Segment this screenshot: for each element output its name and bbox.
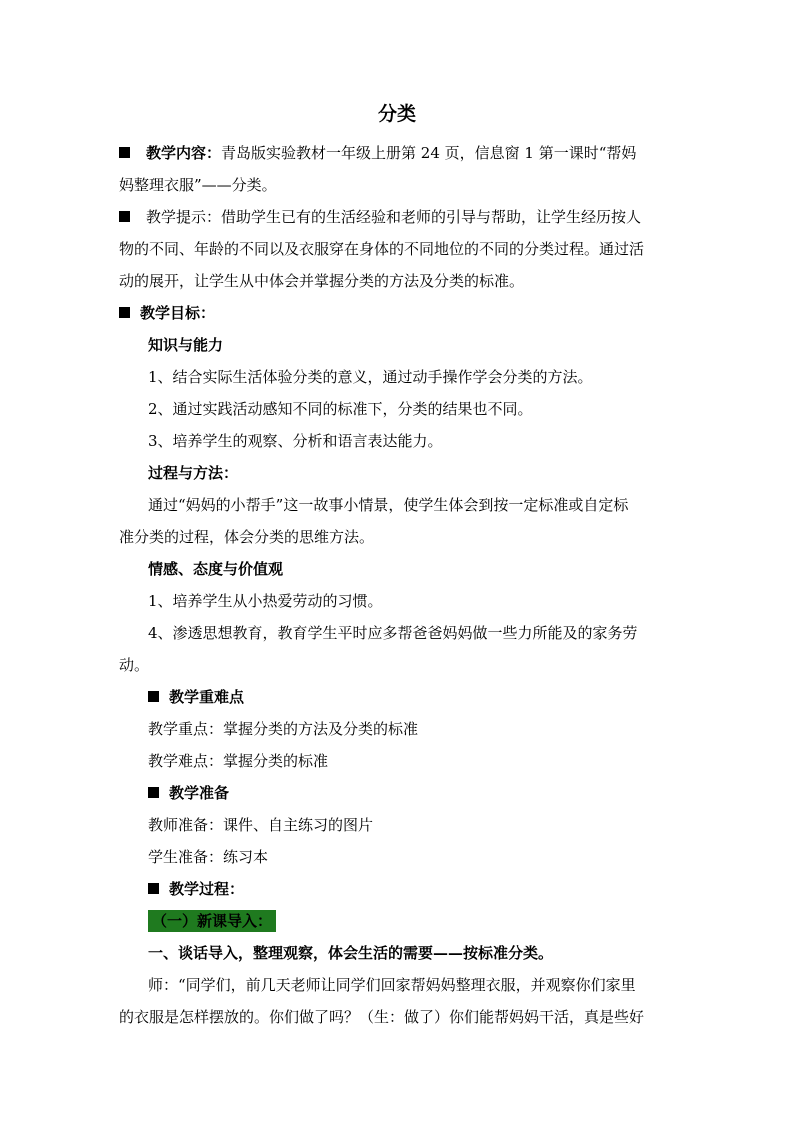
process-method-line-2: 准分类的过程，体会分类的思维方法。 bbox=[119, 528, 375, 546]
square-bullet-icon bbox=[119, 211, 130, 222]
student-preparation: 学生准备：练习本 bbox=[148, 848, 269, 866]
square-bullet-icon bbox=[148, 691, 159, 702]
emotion-item-2-line-2: 动。 bbox=[119, 656, 150, 674]
emotion-item-2-line-1: 4、渗透思想教育，教育学生平时应多帮爸爸妈妈做一些力所能及的家务劳 bbox=[148, 624, 638, 642]
section-1-row bbox=[148, 905, 679, 937]
step-1: 一、谈话导入，整理观察，体会生活的需要——按标准分类。 bbox=[148, 944, 554, 962]
square-bullet-icon bbox=[119, 147, 130, 158]
key-point: 教学重点：掌握分类的方法及分类的标准 bbox=[148, 720, 419, 738]
tips-line-1 bbox=[119, 201, 679, 233]
difficult-point: 教学难点：掌握分类的标准 bbox=[148, 752, 329, 770]
dialog-line-1: 师：“同学们，前几天老师让同学们回家帮妈妈整理衣服，并观察你们家里 bbox=[148, 976, 636, 994]
tips-text-1: 教学提示：借助学生已有的生活经验和老师的引导与帮助，让学生经历按人 bbox=[146, 208, 642, 226]
process-heading bbox=[148, 873, 679, 905]
knowledge-item-2: 2、通过实践活动感知不同的标准下，分类的结果也不同。 bbox=[148, 400, 533, 418]
preparation-heading bbox=[148, 777, 679, 809]
tips-line-3: 动的展开，让学生从中体会并掌握分类的方法及分类的标准。 bbox=[119, 272, 525, 290]
key-points-heading bbox=[148, 681, 679, 713]
key-points-heading-text: 教学重难点 bbox=[169, 688, 245, 706]
content-line-2: 妈整理衣服”——分类。 bbox=[119, 176, 277, 194]
goals-heading-text: 教学目标： bbox=[140, 304, 216, 322]
goals-heading bbox=[119, 297, 679, 329]
tips-line-2: 物的不同、年龄的不同以及衣服穿在身体的不同地位的不同的分类过程。通过活 bbox=[119, 240, 645, 258]
document-title: 分类 bbox=[377, 103, 416, 125]
content-label: 教学内容： bbox=[146, 144, 222, 162]
square-bullet-icon bbox=[119, 307, 130, 318]
dialog-line-2: 的衣服是怎样摆放的。你们做了吗？（生：做了）你们能帮妈妈干活，真是些好 bbox=[119, 1008, 645, 1026]
emotion-item-1: 1、培养学生从小热爱劳动的习惯。 bbox=[148, 592, 383, 610]
preparation-heading-text: 教学准备 bbox=[169, 784, 230, 802]
content-text-1: 青岛版实验教材一年级上册第 24 页，信息窗 1 第一课时“帮妈 bbox=[221, 144, 637, 162]
square-bullet-icon bbox=[148, 787, 159, 798]
square-bullet-icon bbox=[148, 883, 159, 894]
process-heading-text: 教学过程： bbox=[169, 880, 245, 898]
process-method-line-1: 通过“妈妈的小帮手”这一故事小情景，使学生体会到按一定标准或自定标 bbox=[148, 496, 629, 514]
process-method-heading: 过程与方法： bbox=[148, 464, 239, 482]
emotion-heading: 情感、态度与价值观 bbox=[148, 560, 284, 578]
section-1-label: （一）新课导入： bbox=[148, 910, 276, 932]
knowledge-item-1: 1、结合实际生活体验分类的意义，通过动手操作学会分类的方法。 bbox=[148, 368, 593, 386]
knowledge-item-3: 3、培养学生的观察、分析和语言表达能力。 bbox=[148, 432, 443, 450]
teacher-preparation: 教师准备：课件、自主练习的图片 bbox=[148, 816, 374, 834]
content-line-1 bbox=[119, 137, 679, 169]
knowledge-heading: 知识与能力 bbox=[148, 336, 224, 354]
